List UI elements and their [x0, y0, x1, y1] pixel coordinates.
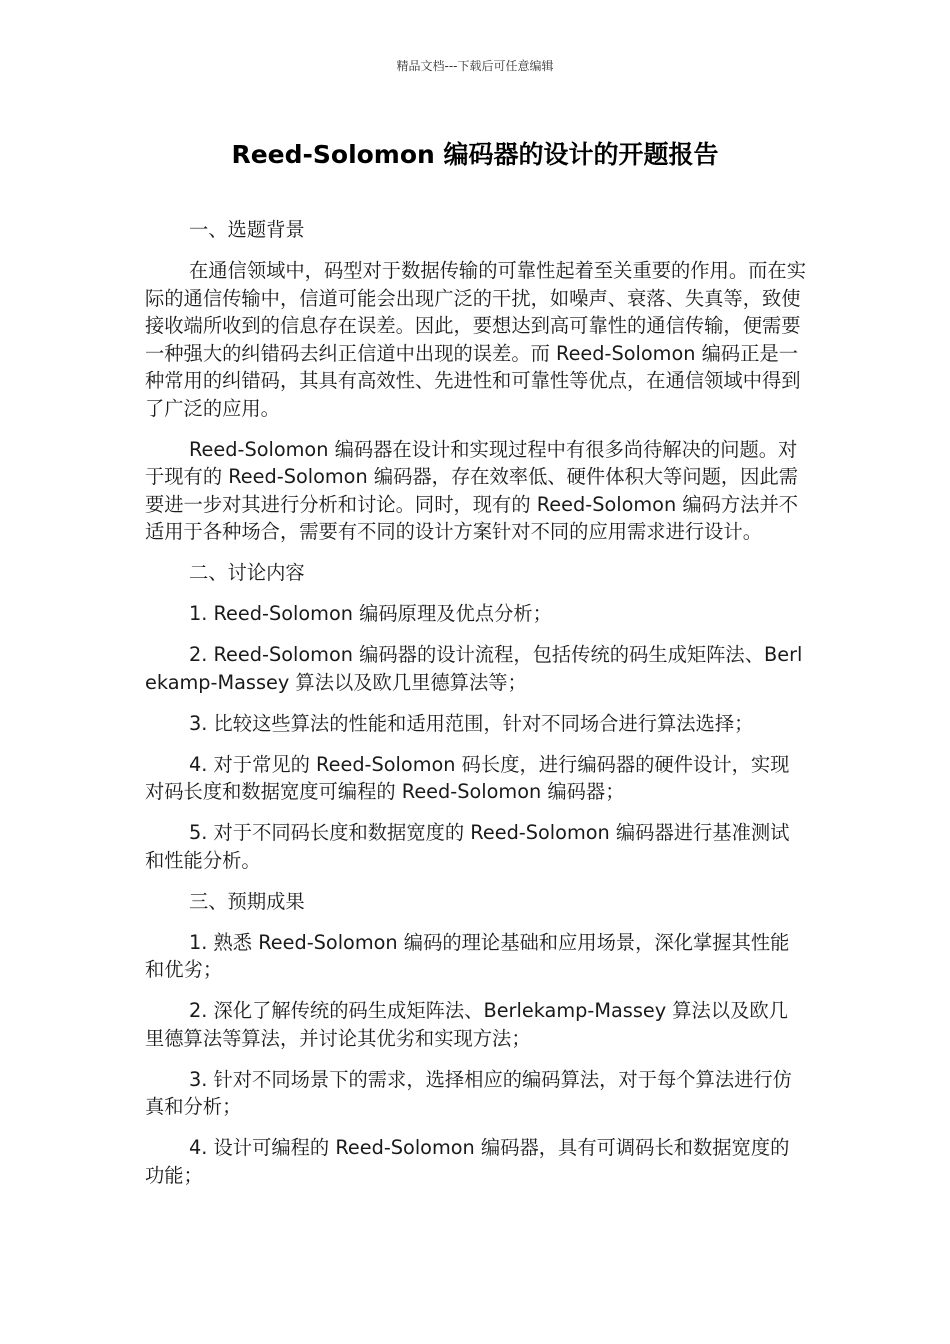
list-item: 3. 针对不同场景下的需求，选择相应的编码算法，对于每个算法进行仿真和分析； [145, 1067, 792, 1118]
document-title: Reed-Solomon 编码器的设计的开题报告 [231, 140, 719, 169]
list-item: 4. 对于常见的 Reed-Solomon 码长度，进行编码器的硬件设计，实现对码长度和数据宽度可编程的 Reed-Solomon 编码器； [145, 752, 790, 803]
list-item: 1. Reed-Solomon 编码原理及优点分析； [189, 602, 552, 625]
list-item: 2. Reed-Solomon 编码器的设计流程，包括传统的码生成矩阵法、Berlekamp-Massey 算法以及欧几里德算法等； [145, 643, 803, 694]
section-heading-expected-results: 三、预期成果 [189, 889, 305, 913]
list-item: 3. 比较这些算法的性能和适用范围，针对不同场合进行算法选择； [189, 711, 754, 735]
paragraph: 在通信领域中，码型对于数据传输的可靠性起着至关重要的作用。而在实际的通信传输中，信道可能会出现广泛的干扰，如噪声、衰落、失真等，致使接收端所收到的信息存在误差。因此，要想达到高可靠性的通信传输，便需要一种强大的纠错码去纠正信道中出现的误差。而 Reed-Solomon 编码正是一种常用的纠错码，其具有高效性、先进性和可靠性等优点，在通信领域中得到了广泛的应用。 [145, 259, 806, 420]
list-item: 4. 设计可编程的 Reed-Solomon 编码器，具有可调码长和数据宽度的功能； [145, 1136, 790, 1187]
section-heading-discussion: 二、讨论内容 [189, 561, 305, 584]
document-body [145, 216, 807, 1203]
list-item: 1. 熟悉 Reed-Solomon 编码的理论基础和应用场景，深化掌握其性能和优劣； [145, 930, 790, 981]
list-item: 5. 对于不同码长度和数据宽度的 Reed-Solomon 编码器进行基准测试和性能分析。 [145, 821, 790, 872]
paragraph: Reed-Solomon 编码器在设计和实现过程中有很多尚待解决的问题。对于现有的 Reed-Solomon 编码器，存在效率低、硬件体积大等问题，因此需要进一步对其进行分析和讨论。同时，现有的 Reed-Solomon 编码方法并不适用于各种场合，需要有不同的设计方案针对不同的应用需求进行设计。 [145, 437, 799, 543]
section-heading-background: 一、选题背景 [189, 218, 305, 241]
list-item: 2. 深化了解传统的码生成矩阵法、Berlekamp-Massey 算法以及欧几里德算法等算法，并讨论其优劣和实现方法； [145, 999, 788, 1050]
page-header-note: 精品文档---下载后可任意编辑 [396, 59, 554, 73]
